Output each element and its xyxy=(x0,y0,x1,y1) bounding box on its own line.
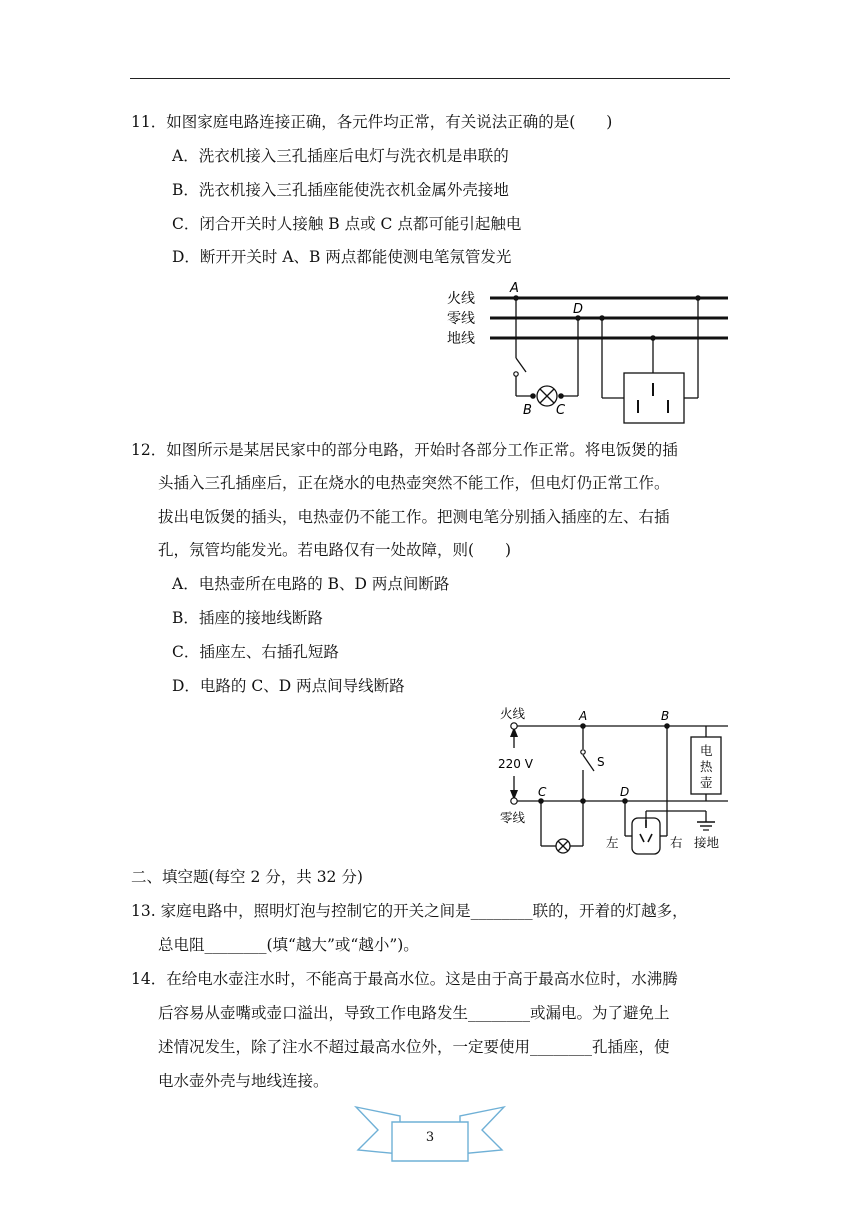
q12-point-b: B xyxy=(661,709,670,723)
q12-point-c: C xyxy=(538,785,547,799)
q11-option-c: C．闭合开关时人接触 B 点或 C 点都可能引起触电 xyxy=(172,215,522,233)
q13-line-2: 总电阻________(填“越大”或“越小”)。 xyxy=(158,936,419,954)
q11-point-d: D xyxy=(573,302,584,317)
q12-kettle-char-3: 壶 xyxy=(700,775,713,790)
q14-line-3: 述情况发生，除了注水不超过最高水位外，一定要使用________孔插座，使 xyxy=(158,1038,670,1056)
q12-stem-line-2: 头插入三孔插座后，正在烧水的电热壶突然不能工作，但电灯仍正常工作。 xyxy=(158,474,670,492)
q12-switch-label: S xyxy=(597,755,605,769)
q11-option-b: B．洗衣机接入三孔插座能使洗衣机金属外壳接地 xyxy=(172,181,509,199)
q12-ground-label: 接地 xyxy=(694,835,720,850)
q12-stem-line-1: 12．如图所示是某居民家中的部分电路，开始时各部分工作正常。将电饭煲的插 xyxy=(131,441,678,459)
q14-line-1: 14．在给电水壶注水时，不能高于最高水位。这是由于高于最高水位时，水沸腾 xyxy=(131,970,678,988)
header-rule xyxy=(130,78,730,79)
q12-circuit-figure xyxy=(490,700,740,860)
q11-circuit-figure xyxy=(440,278,740,428)
q13-line-1: 13. 家庭电路中，照明灯泡与控制它的开关之间是________联的，开着的灯越多， xyxy=(131,902,688,920)
q11-neutral-label: 零线 xyxy=(447,311,475,327)
q12-live-label: 火线 xyxy=(500,706,526,721)
q12-voltage-label: 220 V xyxy=(498,757,533,771)
page-number: 3 xyxy=(425,1130,435,1145)
q11-point-a: A xyxy=(510,281,519,296)
q11-ground-label: 地线 xyxy=(447,331,475,347)
q12-left-label: 左 xyxy=(606,835,619,850)
q11-stem: 11．如图家庭电路连接正确，各元件均正常，有关说法正确的是( ) xyxy=(131,113,613,131)
q11-live-label: 火线 xyxy=(447,291,475,307)
q12-right-label: 右 xyxy=(670,835,683,850)
q12-stem-line-3: 拔出电饭煲的插头，电热壶仍不能工作。把测电笔分别插入插座的左、右插 xyxy=(158,508,670,526)
section-2-heading: 二、填空题(每空 2 分，共 32 分) xyxy=(131,868,363,886)
q12-option-c: C．插座左、右插孔短路 xyxy=(172,643,339,661)
q11-option-d: D．断开开关时 A、B 两点都能使测电笔氖管发光 xyxy=(172,248,512,266)
q11-point-b: B xyxy=(523,403,532,418)
q12-stem-line-4: 孔，氖管均能发光。若电路仅有一处故障，则( ) xyxy=(158,541,512,559)
q14-line-4: 电水壶外壳与地线连接。 xyxy=(158,1072,329,1090)
q12-option-d: D．电路的 C、D 两点间导线断路 xyxy=(172,677,405,695)
q11-option-a: A．洗衣机接入三孔插座后电灯与洗衣机是串联的 xyxy=(172,147,509,165)
q14-line-2: 后容易从壶嘴或壶口溢出，导致工作电路发生________或漏电。为了避免上 xyxy=(158,1004,670,1022)
q12-kettle-char-2: 热 xyxy=(700,759,713,774)
q12-point-d: D xyxy=(620,785,630,799)
q12-neutral-label: 零线 xyxy=(500,810,526,825)
q11-point-c: C xyxy=(556,403,566,418)
q12-point-a: A xyxy=(579,709,588,723)
q12-option-b: B．插座的接地线断路 xyxy=(172,609,323,627)
q12-option-a: A．电热壶所在电路的 B、D 两点间断路 xyxy=(172,575,450,593)
q12-kettle-char-1: 电 xyxy=(700,743,713,758)
